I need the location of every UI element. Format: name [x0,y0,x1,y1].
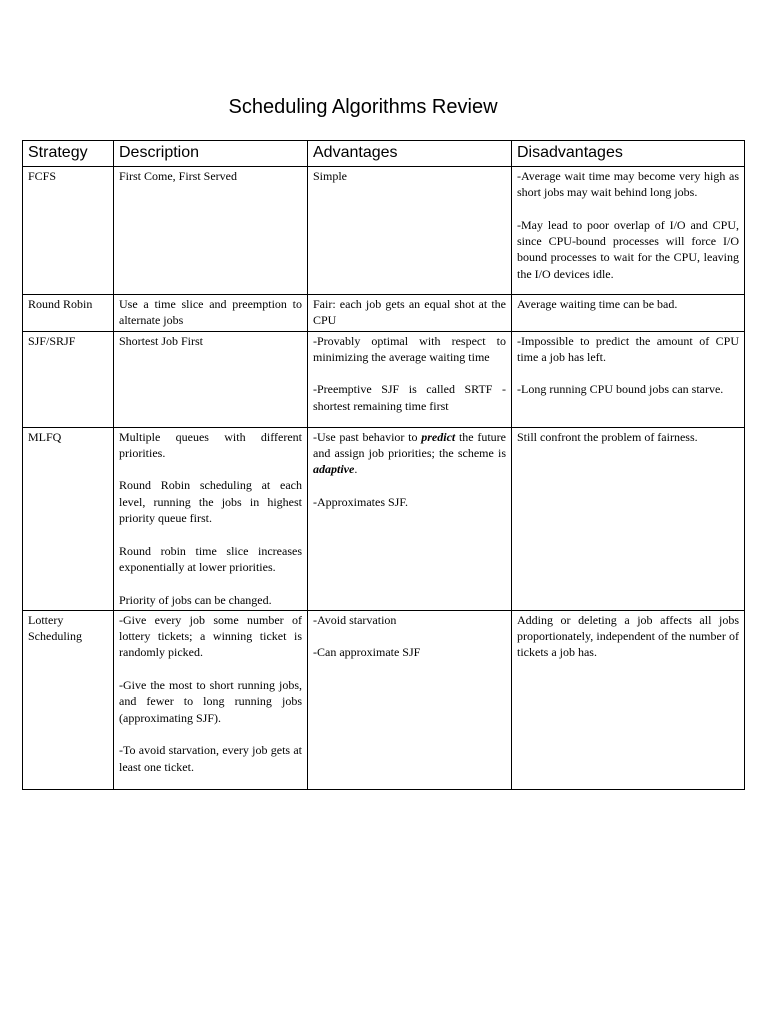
table-row [23,331,745,427]
description-text: Priority of jobs can be changed. [119,592,272,607]
description-text: First Come, First Served [119,169,238,183]
description-cell [114,427,308,610]
description-text: -Give every job some number of lottery tickets; a winning ticket is randomly picked. [119,612,302,660]
strategy-cell [23,427,114,610]
disadvantages-text: Still confront the problem of fairness. [517,429,698,444]
advantages-text: -Provably optimal with respect to minimizing the average waiting time [313,333,506,364]
disadvantages-text: -May lead to poor overlap of I/O and CPU, since CPU-bound processes will force I/O bound processes to wait for the CPU, leaving the I/O devices idle. [517,217,739,281]
disadvantages-text: -Impossible to predict the amount of CPU time a job has left. [517,333,739,364]
description-text: Multiple queues with different priorities. [119,429,302,460]
header-disadvantages: Disadvantages [512,141,745,167]
strategy-cell [23,295,114,332]
strategy-name: MLFQ [28,429,62,444]
description-cell [114,331,308,427]
disadvantages-cell [512,167,745,295]
emphasis-adaptive: adaptive [313,462,355,477]
disadvantages-cell [512,295,745,332]
description-text: Use a time slice and preemption to alternate jobs [119,297,302,328]
header-advantages: Advantages [308,141,512,167]
disadvantages-text: -Long running CPU bound jobs can starve. [517,382,724,397]
disadvantages-cell [512,427,745,610]
advantages-cell [308,331,512,427]
emphasis-predict: predict [421,429,456,444]
strategy-name: SJF/SRJF [28,333,76,348]
description-cell [114,610,308,789]
advantages-cell [308,610,512,789]
disadvantages-text: Adding or deleting a job affects all jobs proportionately, independent of the number of tickets a job has. [517,612,739,660]
table-row [23,427,745,610]
advantages-text: -Preemptive SJF is called SRTF - shortest remaining time first [313,382,506,413]
description-text: -Give the most to short running jobs, and fewer to long running jobs (approximating SJF). [119,678,302,725]
disadvantages-cell [512,331,745,427]
header-description: Description [114,141,308,167]
disadvantages-text: Average waiting time can be bad. [517,297,678,311]
strategy-name: Round Robin [28,297,93,311]
strategy-name: Lottery Scheduling [28,612,82,644]
scheduling-table [22,140,745,790]
advantages-text: Simple [313,169,348,183]
advantages-text: -Avoid starvation [313,612,397,627]
table-row [23,610,745,789]
header-strategy: Strategy [23,141,114,167]
advantages-cell [308,167,512,295]
description-cell [114,167,308,295]
advantages-text: -Approximates SJF. [313,494,409,509]
description-text: Round robin time slice increases exponentially at lower priorities. [119,543,302,574]
advantages-cell [308,295,512,332]
table-row [23,295,745,332]
advantages-text: -Can approximate SJF [313,645,421,660]
strategy-name: FCFS [28,169,57,183]
disadvantages-cell [512,610,745,789]
disadvantages-text: -Average wait time may become very high as short jobs may wait behind long jobs. [517,169,739,200]
table-header-row [23,141,745,167]
advantages-text [313,429,506,478]
advantages-cell [308,427,512,610]
strategy-cell [23,167,114,295]
table-row [23,167,745,295]
description-text: Shortest Job First [119,333,204,348]
advantages-text: Fair: each job gets an equal shot at the CPU [313,297,506,328]
description-text: -To avoid starvation, every job gets at least one ticket. [119,743,302,774]
strategy-cell [23,610,114,789]
text-run: the future and assign job priorities; the scheme is [313,429,507,460]
text-run: . [354,462,358,477]
page-title: Scheduling Algorithms Review [228,96,498,118]
text-run: -Use past behavior to [313,429,422,444]
description-text: Round Robin scheduling at each level, running the jobs in highest priority queue first. [119,478,302,526]
strategy-cell [23,331,114,427]
description-cell [114,295,308,332]
